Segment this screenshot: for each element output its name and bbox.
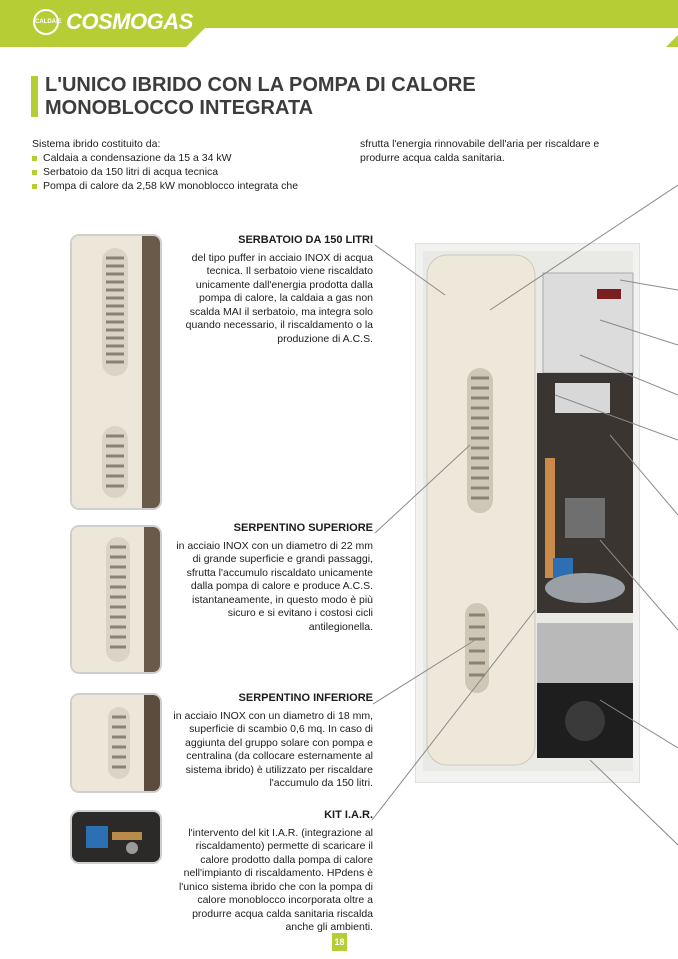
section-heading: SERPENTINO INFERIORE xyxy=(238,692,373,704)
intro-continuation: sfrutta l'energia rinnovabile dell'aria per riscaldare e produrre acqua calda sanitaria. xyxy=(360,138,600,164)
section-body: in acciaio INOX con un diametro di 18 mm, superficie di scambio 0,6 mq. In caso di aggiunta del gruppo solare con pompa e centralina (da collocare esternamente al sistema ibrido) è utilizzato per riscaldare l'accumulo da 150 litri. xyxy=(173,709,373,789)
title-line-2: MONOBLOCCO INTEGRATA xyxy=(45,97,314,119)
intro-bullet: Serbatoio da 150 litri di acqua tecnica xyxy=(32,165,298,179)
intro-lead: Sistema ibrido costituito da: xyxy=(32,138,161,150)
logo-badge: CALDAIE xyxy=(33,9,59,35)
section-body: l'intervento del kit I.A.R. (integrazione al riscaldamento) permette di scaricare il calore prodotto dalla pompa di calore nell'impianto di riscaldamento. HPdens è l'unico sistema ibrido che con la pompa di calore monoblocco incorporata oltre a produrre acqua calda sanitaria riscalda anche gli ambienti. xyxy=(178,826,373,933)
section-heading: SERPENTINO SUPERIORE xyxy=(233,522,373,534)
intro-bullet: Caldaia a condensazione da 15 a 34 kW xyxy=(32,151,298,165)
section-body: in acciaio INOX con un diametro di 22 mm di grande superficie e grandi passaggi, sfrutta l'accumulo riscaldato unicamente dalla pompa di calore e produce A.C.S. istantaneamente, in questo modo è più sicuro e si evitano i costosi cicli antilegionella. xyxy=(176,539,373,633)
brand-logo: COSMOGAS xyxy=(66,9,193,34)
section-body: del tipo puffer in acciaio INOX di acqua tecnica. Il serbatoio viene riscaldato unicamente dall'energia prodotta dalla pompa di calore, la caldaia a gas non scalda MAI il serbatoio, ma integra solo quando necessario, il riscaldamento o la produzione di A.C.S. xyxy=(185,251,373,345)
section-heading: KIT I.A.R. xyxy=(324,809,373,821)
intro-bullet: Pompa di calore da 2,58 kW monoblocco integrata che xyxy=(32,179,298,193)
section-heading: SERBATOIO DA 150 LITRI xyxy=(238,234,373,246)
title-line-1: L'UNICO IBRIDO CON LA POMPA DI CALORE xyxy=(45,74,476,96)
page-number: 18 xyxy=(332,933,347,951)
